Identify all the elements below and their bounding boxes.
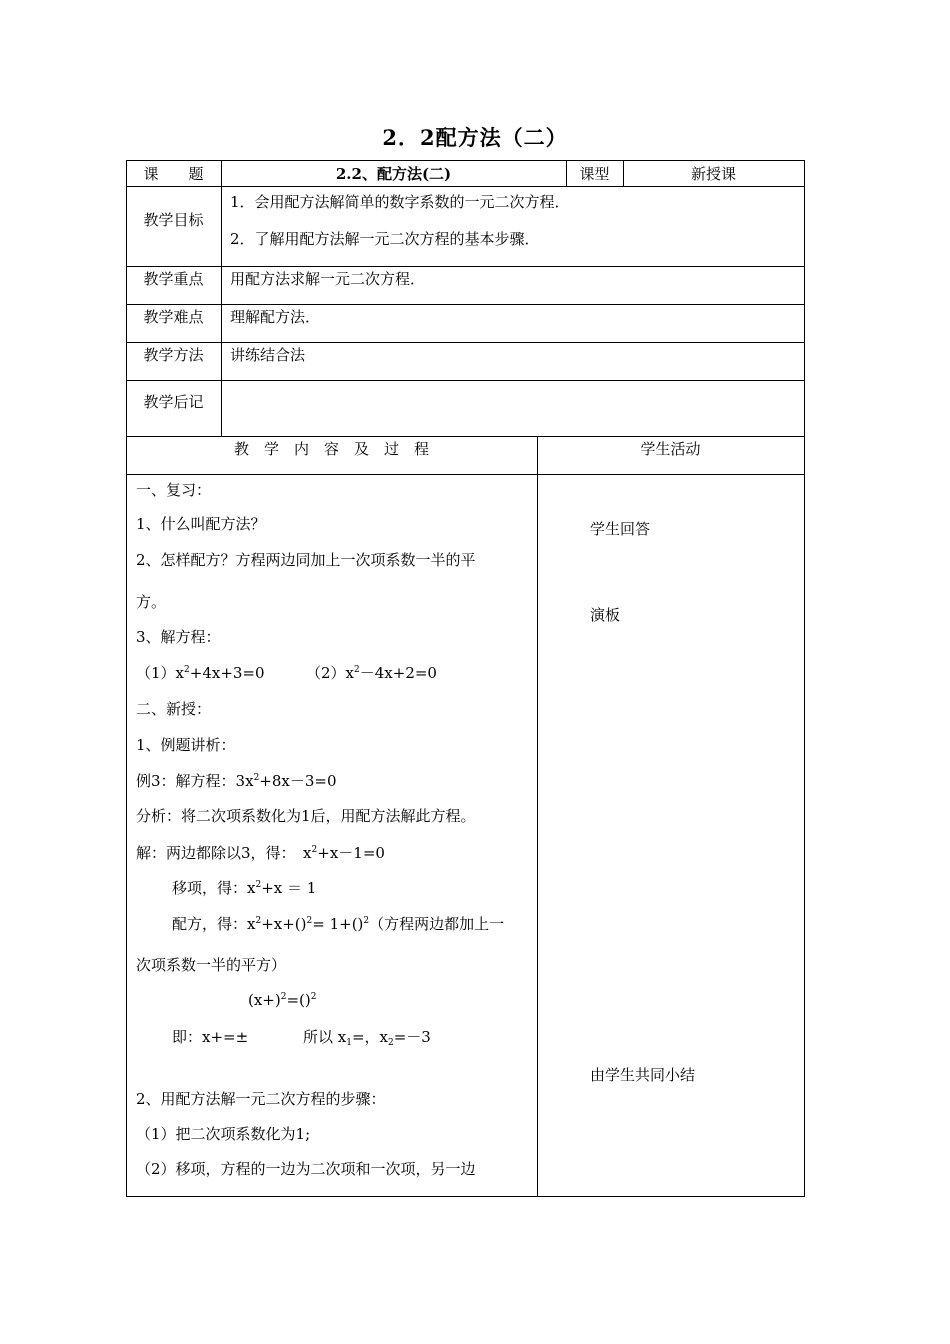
content-line: （2）移项，方程的一边为二次项和一次项，另一边 [136,1160,476,1178]
page-title: 2．2配方法（二） [382,125,568,150]
table-border [126,304,805,305]
section-review: 一、复习： [136,481,212,499]
example-3: 例3：解方程：$3x^2+8x-3=0$ [136,772,337,790]
equation-1: $(1)x^2+4x+3=0$ [136,664,265,682]
table-border [126,1196,805,1197]
key-label: 教学重点 [143,270,204,288]
activity-header: 学生活动 [640,440,701,458]
content-line: 分析：将二次项系数化为1后，用配方法解此方程。 [136,807,476,825]
goal-item: 2．了解用配方法解一元二次方程的基本步骤． [230,230,540,248]
content-line: 3、解方程： [136,628,221,646]
solution-step: 即：x+=± [172,1028,249,1046]
section-new: 二、新授： [136,700,212,718]
table-border [804,160,805,1197]
table-border [126,342,805,343]
table-border [126,380,805,381]
table-border [126,436,805,437]
goals-label: 教学目标 [143,211,204,229]
difficulty-value: 理解配方法． [230,308,321,326]
activity-item: 学生回答 [590,520,651,538]
solution-step: 配方，得：$x^2+x+()^2= 1+()^2$（方程两边都加上一 [172,915,505,933]
method-value: 讲练结合法 [230,346,306,364]
solution-step: 解：两边都除以3，得： $x^2+x-1=0$ [136,844,385,862]
key-value: 用配方法求解一元二次方程． [230,270,426,288]
topic-label: 课 题 [143,165,204,183]
content-line: 2、用配方法解一元二次方程的步骤： [136,1090,386,1108]
table-border [126,186,805,187]
content-line: 方。 [136,593,167,611]
content-line: 次项系数一半的平方） [136,956,287,974]
content-line: 1、例题讲析： [136,736,236,754]
table-border [126,474,805,475]
activity-item: 演板 [590,606,621,624]
type-value: 新授课 [690,165,736,183]
equation-2: $(2)x^2-4x+2=0$ [306,664,437,682]
solution-step: 移项，得：$x^2+x = 1$ [172,879,317,897]
goal-item: 1．会用配方法解简单的数字系数的一元二次方程． [230,193,570,211]
content-line: （1）把二次项系数化为1; [136,1125,311,1143]
difficulty-label: 教学难点 [143,308,204,326]
type-label: 课型 [579,165,610,183]
solution-step: $(x+)^2=()^2$ [248,991,317,1009]
content-header: 教 学 内 容 及 过 程 [233,440,429,458]
topic-value: 2.2、配方法(二) [335,165,452,183]
method-label: 教学方法 [143,346,204,364]
solution-step: 所以 $x_1=$，$x_2=-3$ [303,1028,431,1048]
table-border [126,160,805,161]
content-line: 2、怎样配方？方程两边同加上一次项系数一半的平 [136,551,476,569]
table-border [537,436,538,1196]
table-border [126,266,805,267]
activity-item: 由学生共同小结 [590,1066,696,1084]
content-line: 1、什么叫配方法？ [136,515,266,533]
table-border [221,160,222,436]
notes-label: 教学后记 [143,393,204,411]
